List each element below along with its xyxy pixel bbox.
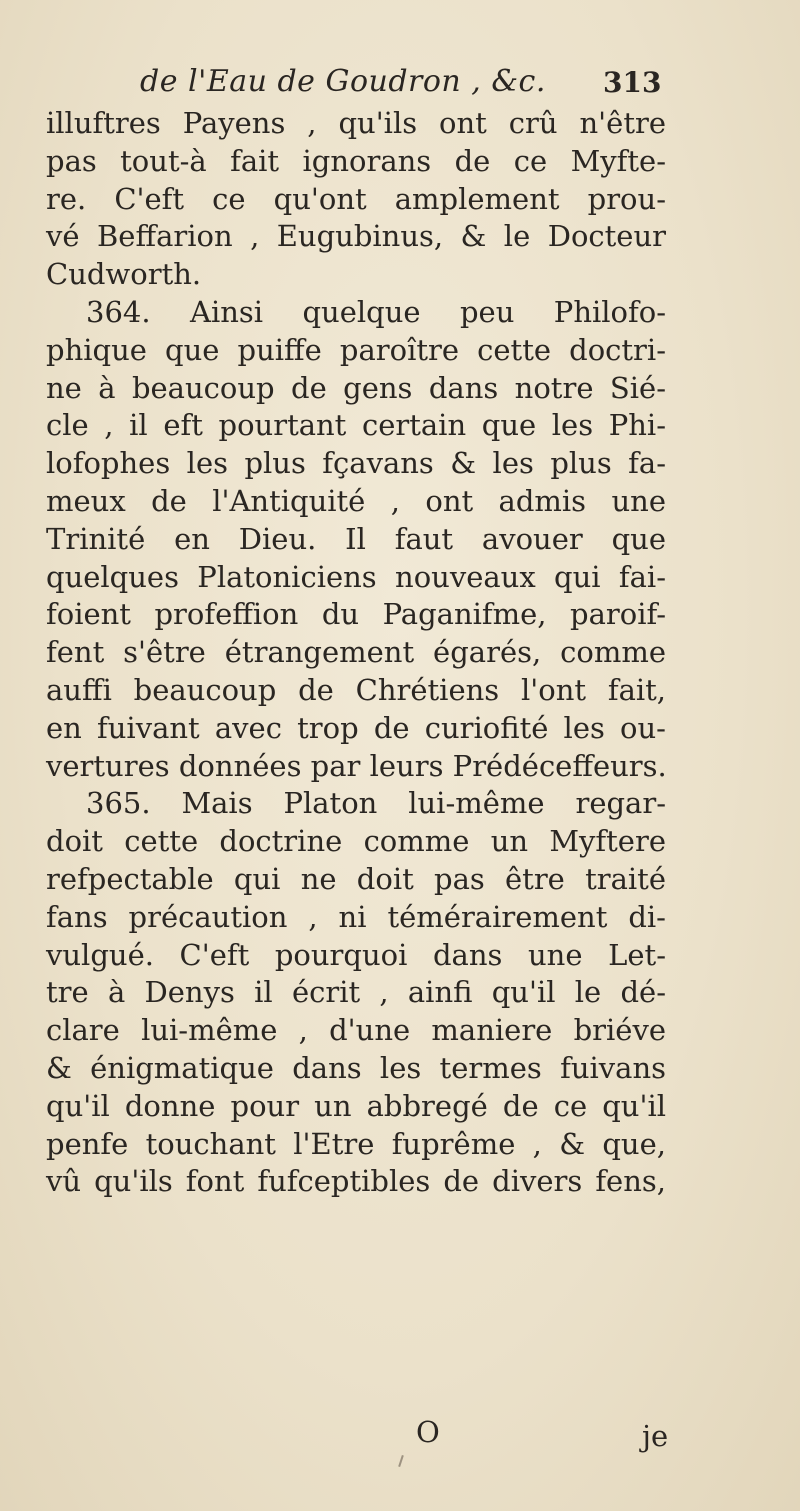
text-line: vé Beffarion , Eugubinus, & le Docteur [46,219,666,254]
text-line: en fuivant avec trop de curiofité les ou- [46,710,666,745]
text-line: & énigmatique dans les termes fuivans [46,1050,666,1085]
text-line: foient profeffion du Paganifme, paroif- [46,597,666,632]
text-line: cle , il eft pourtant certain que les Phi- [46,408,666,443]
body-text [46,105,666,1201]
page-footer [400,1415,720,1455]
page-number: 313 [603,66,662,99]
text-line: refpectable qui ne doit pas être traité [46,861,666,896]
text-line: quelques Platoniciens nouveaux qui fai- [46,559,666,594]
text-line: illuftres Payens , qu'ils ont crû n'être [46,106,666,140]
text-line: ne à beaucoup de gens dans notre Sié- [46,370,666,405]
page-header [140,64,660,108]
text-line: penfe touchant l'Etre fuprême , & que, [46,1126,666,1161]
text-line: fans précaution , ni témérairement di- [46,899,666,934]
ink-mark [398,1455,404,1467]
text-line: doit cette doctrine comme un Myftere [46,824,666,859]
paragraph-364-start: 364. Ainsi quelque peu Philofo- [86,294,666,329]
catchword: je [642,1419,669,1453]
text-line: clare lui-même , d'une maniere briéve [46,1013,666,1048]
text-line: fent s'être étrangement égarés, comme [46,635,666,670]
text-line: meux de l'Antiquité , ont admis une [46,483,666,518]
text-line: Cudworth. [46,257,202,292]
text-line: auffi beaucoup de Chrétiens l'ont fait, [46,672,666,707]
text-line: re. C'eft ce qu'ont amplement prou- [46,181,666,216]
text-line: vertures données par leurs Prédéceffeurs. [46,748,667,783]
text-line: tre à Denys il écrit , ainfi qu'il le dé- [46,975,666,1010]
text-line: pas tout-à fait ignorans de ce Myfte- [46,143,666,178]
text-line: vulgué. C'eft pourquoi dans une Let- [46,937,666,972]
signature-mark: O [416,1415,440,1449]
text-line: Trinité en Dieu. Il faut avouer que [46,521,666,556]
text-line: vû qu'ils font fufceptibles de divers fens, [46,1164,666,1199]
running-title: de l'Eau de Goudron , &c. [140,64,546,99]
text-line: lofophes les plus fçavans & les plus fa- [46,446,666,481]
text-line: qu'il donne pour un abbregé de ce qu'il [46,1088,666,1123]
text-line: phique que puiffe paroître cette doctri- [46,332,666,367]
paragraph-365-start: 365. Mais Platon lui-même regar- [86,786,666,821]
